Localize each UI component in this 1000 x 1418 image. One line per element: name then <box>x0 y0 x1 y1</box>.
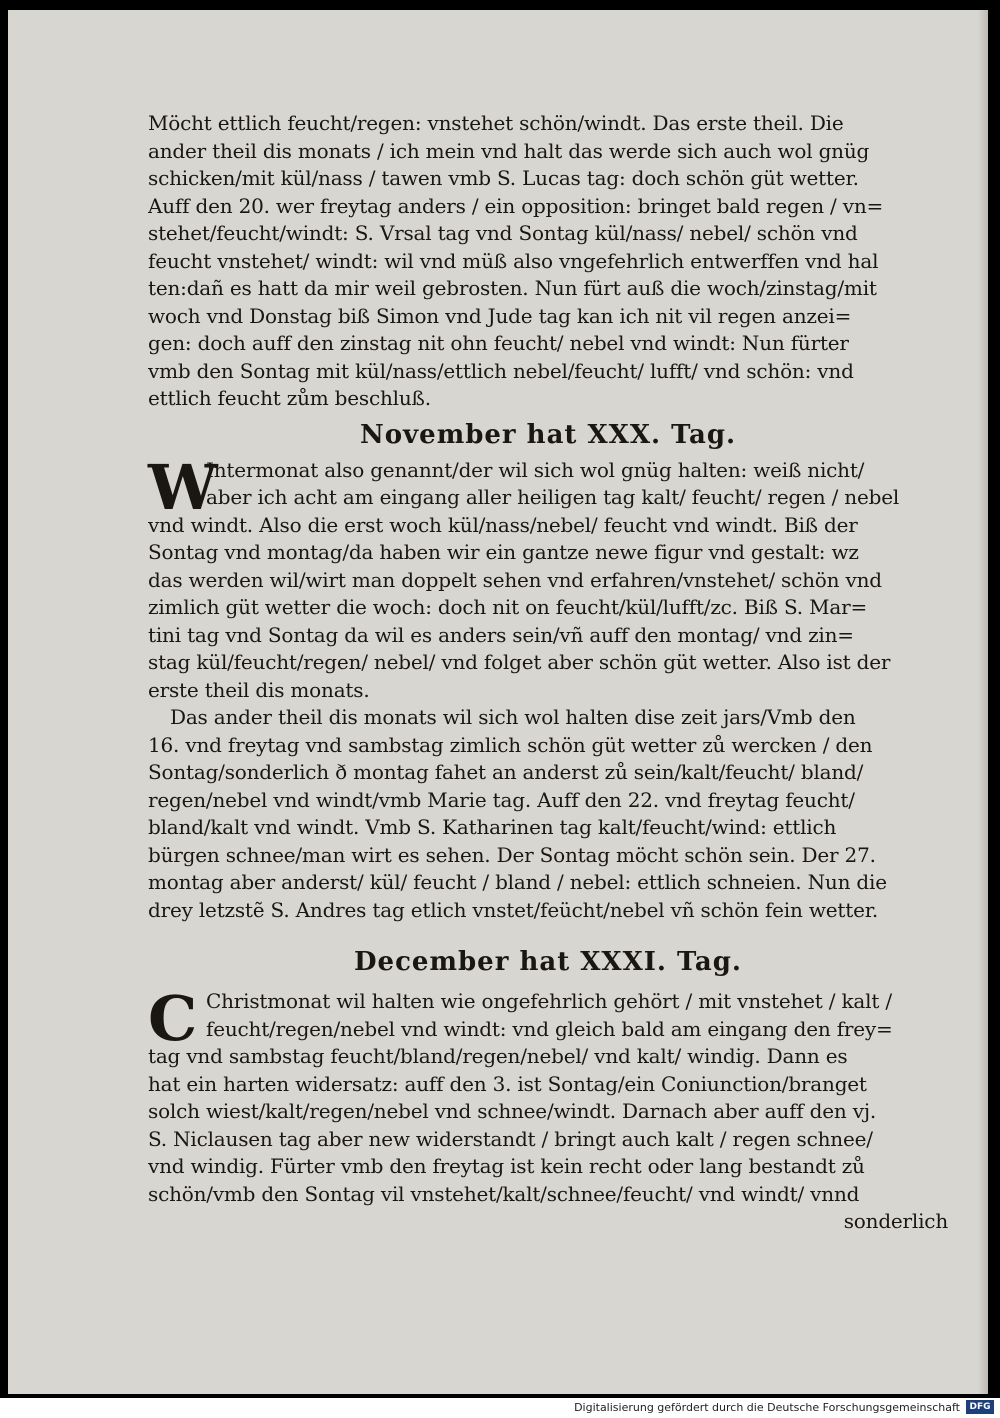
text-line: ten:dañ es hatt da mir weil gebrosten. Nun fürt auß die woch/zinstag/mit <box>148 276 877 300</box>
text-line: schön/vmb den Sontag vil vnstehet/kalt/schnee/feucht/ vnd windt/ vnnd <box>148 1181 860 1206</box>
text-line: Möcht ettlich feucht/regen: vnstehet schön/windt. Das erste theil. Die <box>148 111 844 135</box>
text-line: feucht vnstehet/ windt: wil vnd müß also vngefehrlich entwerffen vnd hal <box>148 248 879 273</box>
page-text <box>148 110 948 1236</box>
text-line: solch wiest/kalt/regen/nebel vnd schnee/windt. Darnach aber auff den vj. <box>148 1099 876 1123</box>
december-heading: December hat XXXI. Tag. <box>354 947 742 977</box>
text-line: stehet/feucht/windt: S. Vrsal tag vnd Sontag kül/nass/ nebel/ schön vnd <box>148 221 858 245</box>
text-line: regen/nebel vnd windt/vmb Marie tag. Auff den 22. vnd freytag feucht/ <box>148 787 855 812</box>
text-line: stag kül/feucht/regen/ nebel/ vnd folget aber schön güt wetter. Also ist der <box>148 650 891 674</box>
text-line: Auff den 20. wer freytag anders / ein opposition: bringet bald regen / vn= <box>148 193 884 218</box>
text-line: ettlich feucht zům beschluß. <box>148 386 431 410</box>
digitization-credit: Digitalisierung gefördert durch die Deutsche Forschungsgemeinschaft <box>574 1401 960 1414</box>
text-line: erste theil dis monats. <box>148 677 370 702</box>
text-line: aber ich acht am eingang aller heiligen tag kalt/ feucht/ regen / nebel <box>206 485 900 509</box>
scanned-page <box>8 10 988 1394</box>
text-line: 16. vnd freytag vnd sambstag zimlich schön güt wetter zů wercken / den <box>148 732 873 757</box>
dfg-logo-icon: DFG <box>966 1400 994 1414</box>
text-line: Christmonat wil halten wie ongefehrlich gehört / mit vnstehet / kalt / <box>206 989 892 1013</box>
text-line: S. Niclausen tag aber new widerstandt / bringt auch kalt / regen schnee/ <box>148 1126 873 1151</box>
text-line: zimlich güt wetter die woch: doch nit on feucht/kül/lufft/zc. Biß S. Mar= <box>148 595 868 619</box>
text-line: schicken/mit kül/nass / tawen vmb S. Lucas tag: doch schön güt wetter. <box>148 166 859 190</box>
text-line: Sontag vnd montag/da haben wir ein gantze newe figur vnd gestalt: wz <box>148 540 859 564</box>
text-line: vnd windig. Fürter vmb den freytag ist kein recht oder lang bestandt zů <box>148 1154 865 1178</box>
section-october-continuation <box>148 110 948 413</box>
text-line: bland/kalt vnd windt. Vmb S. Katharinen tag kalt/feucht/wind: ettlich <box>148 815 837 839</box>
text-line: drey letzstẽ S. Andres tag etlich vnstet/feücht/nebel vñ schön fein wetter. <box>148 897 879 922</box>
text-line: gen: doch auff den zinstag nit ohn feucht/ nebel vnd windt: Nun fürter <box>148 331 849 355</box>
text-line: vnd windt. Also die erst woch kül/nass/nebel/ feucht vnd windt. Biß der <box>148 512 858 537</box>
text-line: montag aber anderst/ kül/ feucht / bland / nebel: ettlich schneien. Nun die <box>148 870 887 894</box>
text-line: Sontag/sonderlich ð montag fahet an anderst zů sein/kalt/feucht/ bland/ <box>148 760 864 784</box>
drop-cap-initial: W <box>148 450 218 524</box>
text-line: das werden wil/wirt man doppelt sehen vnd erfahren/vnstehet/ schön vnd <box>148 567 882 592</box>
text-line: Intermonat also genannt/der wil sich wol gnüg halten: weiß nicht/ <box>206 457 865 482</box>
text-line: tag vnd sambstag feucht/bland/regen/nebel/ vnd kalt/ windig. Dann es <box>148 1044 848 1068</box>
catchword: sonderlich <box>843 1209 948 1233</box>
text-line: vmb den Sontag mit kül/nass/ettlich nebel/feucht/ lufft/ vnd schön: vnd <box>148 358 854 383</box>
november-heading: November hat XXX. Tag. <box>359 419 737 450</box>
text-line: feucht/regen/nebel vnd windt: vnd gleich bald am eingang den frey= <box>206 1016 893 1041</box>
text-line: ander theil dis monats / ich mein vnd halt das werde sich auch wol gnüg <box>148 138 870 163</box>
drop-cap-initial: C <box>148 982 198 1055</box>
text-line: hat ein harten widersatz: auff den 3. ist Sontag/ein Coniunction/branget <box>148 1071 867 1096</box>
december-paragraph-1 <box>148 982 948 1236</box>
text-line: tini tag vnd Sontag da wil es anders sein/vñ auff den montag/ vnd zin= <box>148 622 854 647</box>
november-paragraph-1 <box>148 450 948 705</box>
november-paragraph-2 <box>148 704 948 924</box>
text-line: Das ander theil dis monats wil sich wol halten dise zeit jars/Vmb den <box>170 705 856 729</box>
text-line: bürgen schnee/man wirt es sehen. Der Sontag möcht schön sein. Der 27. <box>148 842 876 867</box>
text-line: woch vnd Donstag biß Simon vnd Jude tag kan ich nit vil regen anzei= <box>148 303 852 328</box>
